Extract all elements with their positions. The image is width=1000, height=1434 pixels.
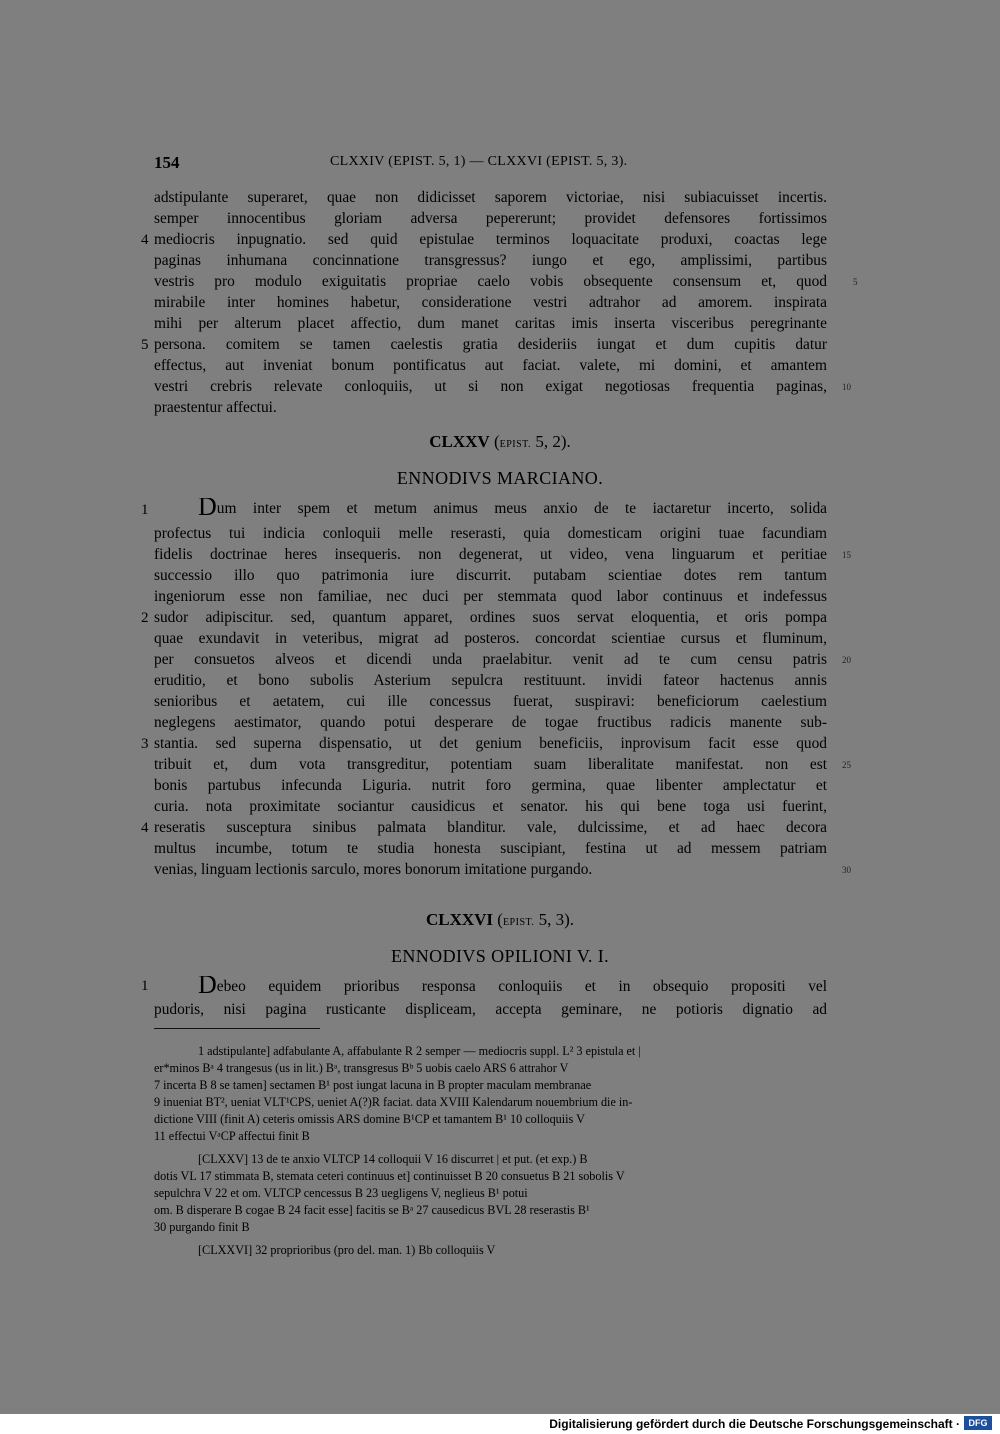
margin-line-number: 5 [853,277,858,287]
funding-notice: Digitalisierung gefördert durch die Deutsche Forschungsgemeinschaft · [549,1417,960,1431]
text-line: ingeniorum esse non familiae, nec duci per stemmata quod labor continuus et indefessus [154,588,827,605]
text-line: per consuetos alveos et dicendi unda praelabitur. venit ad te cum censu patris [154,651,827,668]
text-line: mirabile inter homines habetur, consideratione vestri adtrahor ad amorem. inspirata [154,294,827,311]
apparatus-line: 30 purgando finit B [154,1220,250,1234]
epist-ref-open: ( [497,910,503,929]
text-line: neglegens aestimator, quando potui desperare de togae fructibus radicis manente sub- [154,714,827,731]
text-line: sudor adipiscitur. sed, quantum apparet, ordines suos servat eloquentia, et oris pompa [154,609,827,626]
section-number: 2 [141,610,149,626]
text-line: venias, linguam lectionis sarculo, mores bonorum imitatione purgando. [154,861,593,878]
text-line: stantia. sed superna dispensatio, ut det genium beneficiis, inprovisum facit esse quod [154,735,827,752]
text-line: vestri crebris relevate conloquiis, ut si non exigat negotiosas frequentia paginas, [154,378,827,395]
text-line: semper innocentibus gloriam adversa pepererunt; providet defensores fortissimos [154,210,827,227]
text-line: praestentur affectui. [154,399,277,416]
section-number: 5 [141,337,149,353]
page-number: 154 [154,153,180,172]
text-line: tribuit et, dum vota transgreditur, potentiam suam liberalitate manifestat. non est [154,756,827,773]
text-line: pudoris, nisi pagina rusticante displiceam, accepta geminare, ne potioris dignatio ad [154,1001,827,1018]
letter-number: CLXXV [429,432,490,451]
text-line: quae exundavit in veteribus, migrat ad posteros. concordat scientiae cursus et fluminum, [154,630,827,647]
margin-line-number: 25 [842,760,851,770]
margin-line-number: 30 [842,865,851,875]
text-line: profectus tui indicia conloquii melle reserasti, quia domesticam origini tuae facundiam [154,525,827,542]
section-number: 3 [141,736,149,752]
first-line-text: ebeo equidem prioribus responsa conloquiis et in obsequio propositi vel [216,978,827,995]
epist-ref-open: ( [493,432,500,451]
letter-176-heading [0,910,1000,930]
digitization-footer [0,1414,1000,1434]
text-line [154,976,827,996]
text-line: curia. nota proximitate sociantur causidicus et senator. his qui bene toga usi fuerint, [154,798,827,815]
letter-176-title: ENNODIVS OPILIONI V. I. [390,946,610,966]
text-line: reseratis susceptura sinibus palmata blanditur. vale, dulcissime, et ad haec decora [154,819,827,836]
apparatus-line: 7 incerta B 8 se tamen] sectamen B¹ post iungat lacuna in B propter maculam membranae [154,1078,592,1092]
section-number: 4 [141,232,149,248]
text-line: eruditio, et bono subolis Asterium sepulcra restituunt. invidi fateor hactenus annis [154,672,827,689]
letter-number: CLXXVI [425,910,494,929]
first-line-text: um inter spem et metum animus meus anxio de te iactaretur incerto, solida [216,500,827,517]
margin-line-number: 20 [842,655,851,665]
initial-letter: D [198,976,217,996]
apparatus-line: 1 adstipulante] adfabulante A, affabulante R 2 semper — mediocris suppl. L² 3 epistula et | [198,1044,641,1058]
apparatus-rule [154,1028,320,1029]
text-line: mediocris inpugnatio. sed quid epistulae terminos loquacitate produxi, coactas lege [154,231,827,248]
text-line: vestris pro modulo exiguitatis propriae caelo vobis obsequente consensum et, quod [154,273,827,290]
section-number: 4 [141,820,149,836]
apparatus-line: om. B disperare B cogae B 24 facit esse] facitis se Bᵃ 27 causedicus BVL 28 reserastis B¹ [154,1203,590,1217]
epist-ref-close: 5, 3). [538,910,575,929]
apparatus-line: er*minos Bᵃ 4 trangesus (us in lit.) Bᵃ, transgresus Bᵇ 5 uobis caelo ARS 6 attrahor V [154,1061,569,1075]
margin-line-number: 10 [842,382,851,392]
letter-175-heading [0,432,1000,452]
text-line: senioribus et aetatem, cui ille concessus fuerat, suspiravi: beneficiorum caelestium [154,693,827,710]
apparatus-line: dotis VL 17 stimmata B, stemata ceteri continuus et] continuisset B 20 consuetus B 21 sobolis V [154,1169,625,1183]
apparatus-line: 9 inueniat BT², ueniat VLT¹CPS, ueniet A(?)R faciat. data XVIII Kalendarum nouembrium die in- [154,1095,633,1109]
section-number: 1 [141,502,149,518]
text-line: mihi per alterum placet affectio, dum manet caritas imis inserta visceribus peregrinante [154,315,827,332]
section-number: 1 [141,978,149,994]
epist-ref: EPIST. [499,439,532,450]
text-line: fidelis doctrinae heres insequeris. non degenerat, ut video, vena linguarum et peritiae [154,546,827,563]
margin-line-number: 15 [842,550,851,560]
initial-letter: D [198,498,217,518]
epist-ref-close: 5, 2). [535,432,571,451]
text-line: adstipulante superaret, quae non didicisset saporem victoriae, nisi subiacuisset incertis. [154,189,827,206]
text-line: bonis partubus infecunda Liguria. nutrit foro germina, quae libenter amplectatur et [154,777,827,794]
dfg-logo: DFG [964,1416,992,1430]
text-line: multus incumbe, totum te studia honesta suscipiant, festina ut ad messem patriam [154,840,827,857]
letter-175-title: ENNODIVS MARCIANO. [396,468,604,488]
apparatus-line: [CLXXVI] 32 proprioribus (pro del. man. 1) Bb colloquiis V [198,1243,496,1257]
text-line [154,498,827,518]
text-line: persona. comitem se tamen caelestis gratia desideriis iungat et dum cupitis datur [154,336,827,353]
apparatus-line: sepulchra V 22 et om. VLTCP cencessus B 23 uegligens V, neglieus B¹ potui [154,1186,528,1200]
epist-ref: EPIST. [502,917,535,928]
apparatus-line: [CLXXV] 13 de te anxio VLTCP 14 colloquii V 16 discurret | et put. (et exp.) B [198,1152,588,1166]
text-line: paginas inhumana concinnatione transgressus? iungo et ego, amplissimi, partibus [154,252,827,269]
apparatus-line: 11 effectui VᵃCP affectui finit B [154,1129,310,1143]
text-line: successio illo quo patrimonia iure discurrit. putabam scientiae dotes rem tantum [154,567,827,584]
running-title: CLXXIV (EPIST. 5, 1) — CLXXVI (EPIST. 5, 3). [330,154,628,169]
apparatus-line: dictione VIII (finit A) ceteris omissis ARS domine B¹CP et tamantem B¹ 10 colloquiis V [154,1112,585,1126]
text-line: effectus, aut inveniat bonum pontificatus aut faciat. valete, mi domini, et amantem [154,357,827,374]
